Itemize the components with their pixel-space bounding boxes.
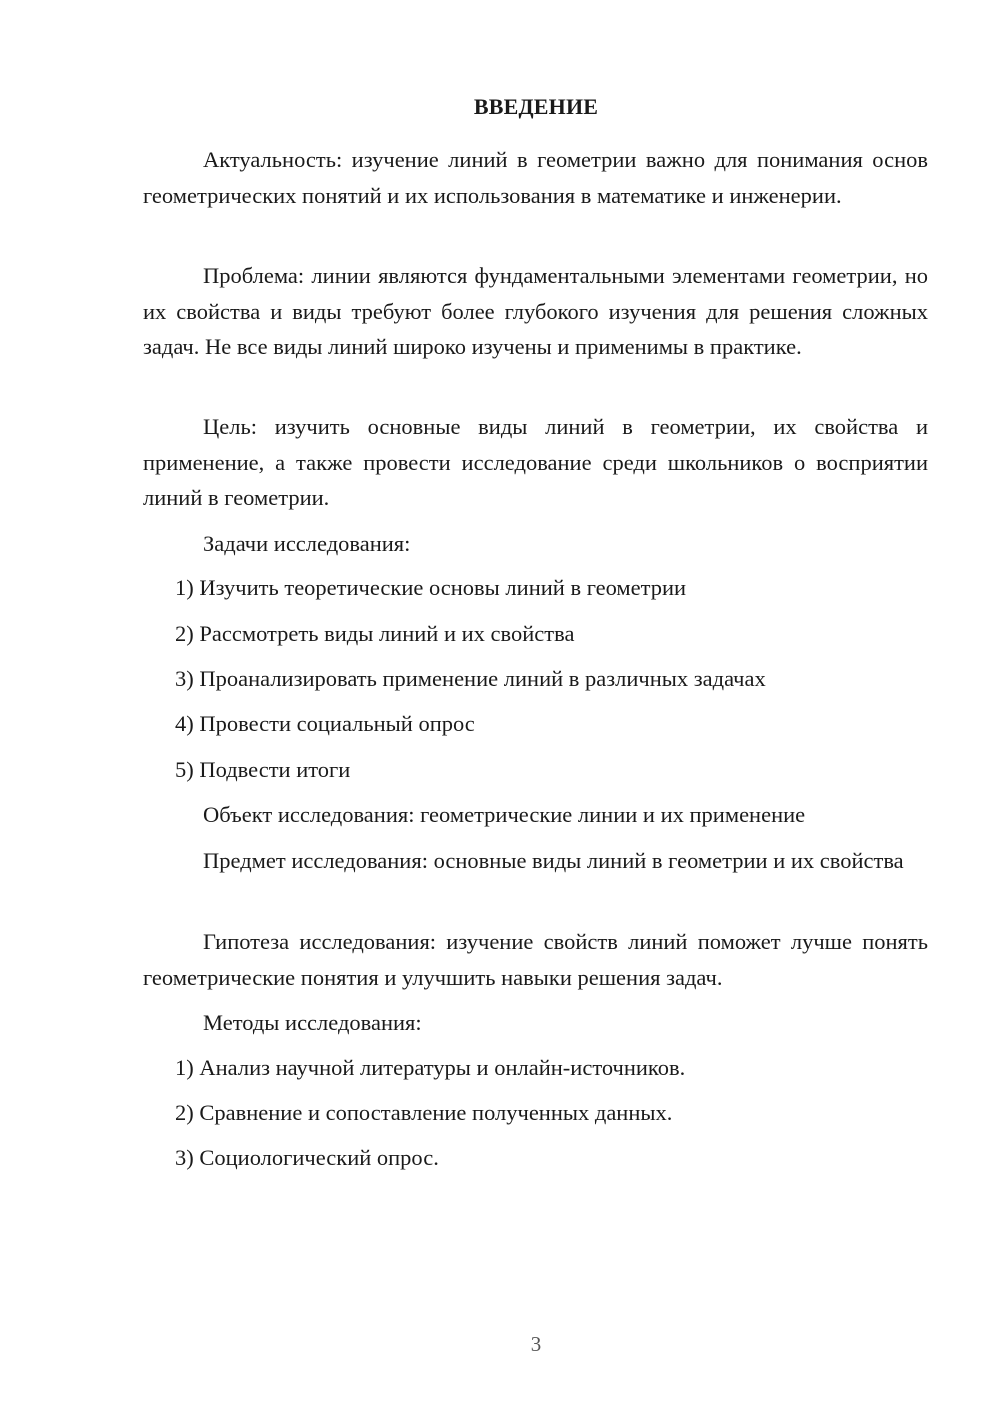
relevance-paragraph: Актуальность: изучение линий в геометрии важно для понимания основ геометрических понятий и их использования в математике и инженерии. xyxy=(143,147,928,208)
task-item: 1) Изучить теоретические основы линий в геометрии xyxy=(175,575,687,600)
object-line: Объект исследования: геометрические линии и их применение xyxy=(203,802,806,827)
method-item: 3) Социологический опрос. xyxy=(175,1145,439,1170)
task-item: 3) Проанализировать применение линий в различных задачах xyxy=(175,666,766,691)
problem-paragraph: Проблема: линии являются фундаментальными элементами геометрии, но их свойства и виды требуют более глубокого изучения для решения сложных задач. Не все виды линий широко изучены и применимы в практике. xyxy=(143,263,928,359)
task-item: 5) Подвести итоги xyxy=(175,757,351,782)
goal-paragraph: Цель: изучить основные виды линий в геометрии, их свойства и применение, а также провести исследование среди школьников о восприятии линий в геометрии. xyxy=(143,414,928,510)
method-item: 1) Анализ научной литературы и онлайн-источников. xyxy=(175,1055,686,1080)
methods-title: Методы исследования: xyxy=(203,1010,422,1035)
task-item: 4) Провести социальный опрос xyxy=(175,711,475,736)
page-number: 3 xyxy=(530,1332,542,1356)
subject-paragraph: Предмет исследования: основные виды линий в геометрии и их свойства xyxy=(203,848,904,873)
method-item: 2) Сравнение и сопоставление полученных данных. xyxy=(175,1100,673,1125)
task-item: 2) Рассмотреть виды линий и их свойства xyxy=(175,621,575,646)
hypothesis-paragraph: Гипотеза исследования: изучение свойств линий поможет лучше понять геометрические понятия и улучшить навыки решения задач. xyxy=(143,929,928,990)
page-title: ВВЕДЕНИЕ xyxy=(473,94,599,119)
tasks-title: Задачи исследования: xyxy=(203,531,411,556)
